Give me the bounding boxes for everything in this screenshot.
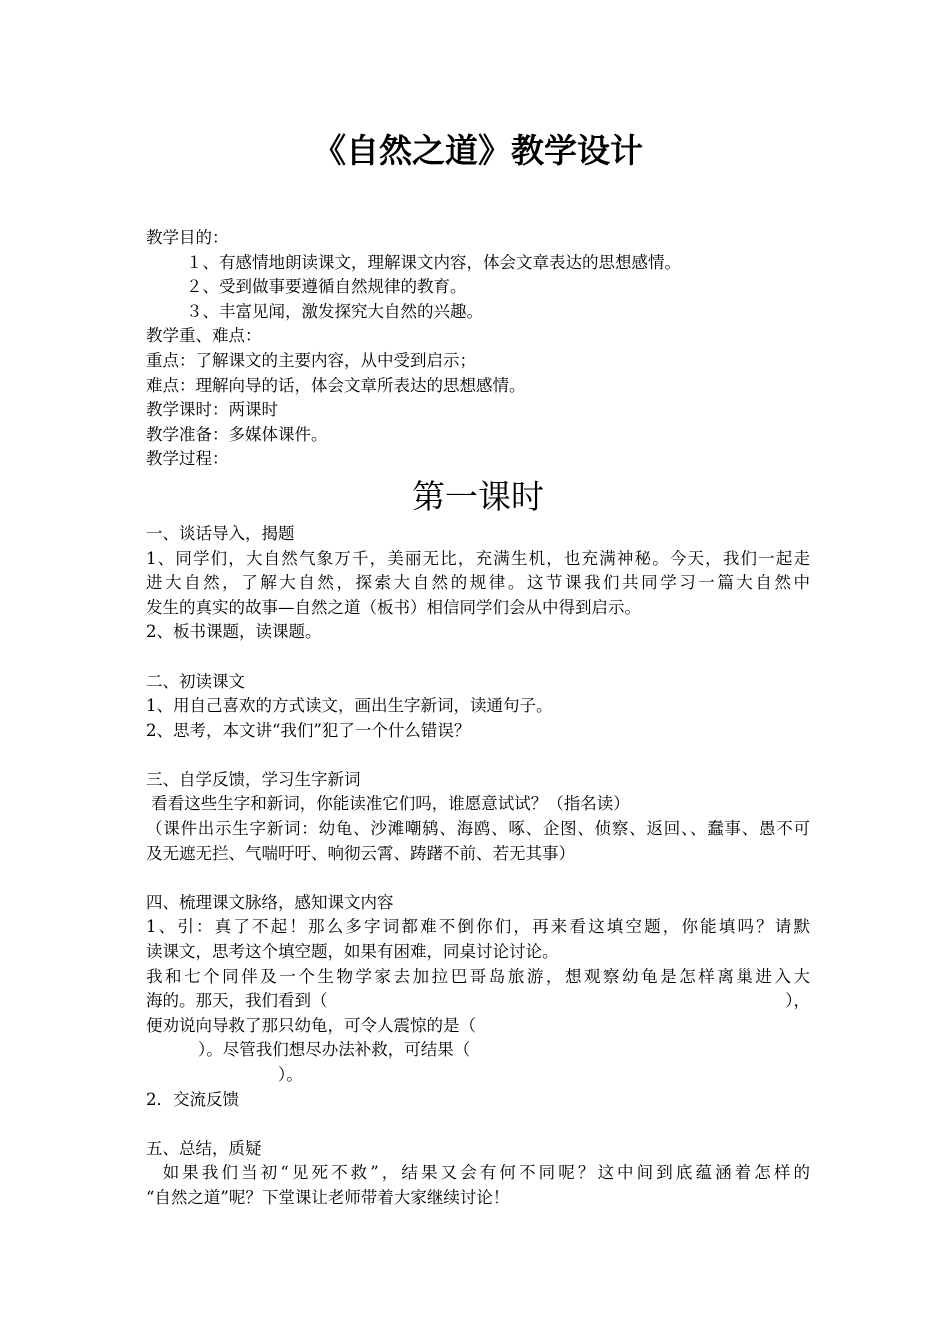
document-body <box>146 226 810 1211</box>
fill-blank-line: 便劝说向导救了那只幼龟，可令人震惊的是（ <box>146 1015 476 1035</box>
paragraph-line: 1、同学们，大自然气象万千，美丽无比，充满生机，也充满神秘。今天，我们一起走 <box>146 548 810 568</box>
process-heading: 教学过程： <box>146 449 229 469</box>
goal-item: ３、丰富见闻，激发探究大自然的兴趣。 <box>186 301 483 321</box>
difficult-point: 难点：理解向导的话，体会文章所表达的思想感情。 <box>146 375 526 395</box>
paragraph-line: 发生的真实的故事—自然之道（板书）相信同学们会从中得到启示。 <box>146 597 641 617</box>
blank-line <box>146 1112 810 1137</box>
paragraph-line: 我和七个同伴及一个生物学家去加拉巴哥岛旅游，想观察幼龟是怎样离巢进入大 <box>146 966 810 986</box>
fill-blank-line: ）。尽管我们想尽办法补救，可结果（ <box>198 1040 471 1060</box>
blank-line <box>146 743 810 768</box>
fill-blank-line <box>146 989 810 1014</box>
paragraph-line: 1、用自己喜欢的方式读文，画出生字新词，读通句子。 <box>146 696 553 716</box>
key-point: 重点：了解课文的主要内容，从中受到启示； <box>146 350 476 370</box>
class-hours: 教学课时：两课时 <box>146 400 278 420</box>
paragraph-line: 读课文，思考这个填空题，如果有困难，同桌讨论讨论。 <box>146 942 559 962</box>
goals-heading: 教学目的： <box>146 228 229 247</box>
section-heading: 三、自学反馈，学习生字新词 <box>146 769 361 789</box>
paragraph-line: 及无遮无拦、气喘吁吁、响彻云霄、踌躇不前、若无其事） <box>146 843 575 863</box>
fill-blank-close: ）， <box>785 991 810 1011</box>
paragraph-line: 如果我们当初“见死不救”，结果又会有何不同呢？这中间到底蕴涵着怎样的 <box>146 1163 810 1183</box>
blank-line <box>146 645 810 670</box>
paragraph-line: （课件出示生字新词：幼龟、沙滩嘲鸫、海鸥、啄、企图、侦察、返回、、蠢事、愚不可 <box>146 819 810 839</box>
fill-blank-line: ）。 <box>278 1065 303 1084</box>
paragraph-line: 2、板书课题，读课题。 <box>146 622 322 642</box>
section-heading: 四、梳理课文脉络，感知课文内容 <box>146 892 394 912</box>
section-heading: 一、谈话导入，揭题 <box>146 523 295 543</box>
section-heading: 二、初读课文 <box>146 671 245 691</box>
paragraph-line: 进大自然，了解大自然，探索大自然的规律。这节课我们共同学习一篇大自然中 <box>146 573 810 593</box>
goal-item: ２、受到做事要遵循自然规律的教育。 <box>186 277 467 297</box>
lesson-title: 第一课时 <box>412 476 544 516</box>
paragraph-line: 2、思考，本文讲“我们”犯了一个什么错误？ <box>146 720 471 740</box>
preparation: 教学准备：多媒体课件。 <box>146 424 328 444</box>
paragraph-line: 2．交流反馈 <box>146 1089 239 1109</box>
fill-blank-text: 海的。那天，我们看到（ <box>146 991 328 1011</box>
paragraph-line: 1、引：真了不起！那么多字词都难不倒你们，再来看这填空题，你能填吗？请默 <box>146 917 810 937</box>
key-heading: 教学重、难点： <box>146 326 262 346</box>
document-title: 《自然之道》教学设计 <box>313 131 643 170</box>
section-heading: 五、总结，质疑 <box>146 1138 262 1158</box>
blank-line <box>146 866 810 891</box>
goal-item: １、有感情地朗读课文，理解课文内容，体会文章表达的思想感情。 <box>186 252 681 272</box>
paragraph-line: “自然之道”呢？下堂课让老师带着大家继续讨论！ <box>146 1187 510 1207</box>
paragraph-line: 看看这些生字和新词，你能读准它们吗，谁愿意试试？（指名读） <box>146 794 630 814</box>
